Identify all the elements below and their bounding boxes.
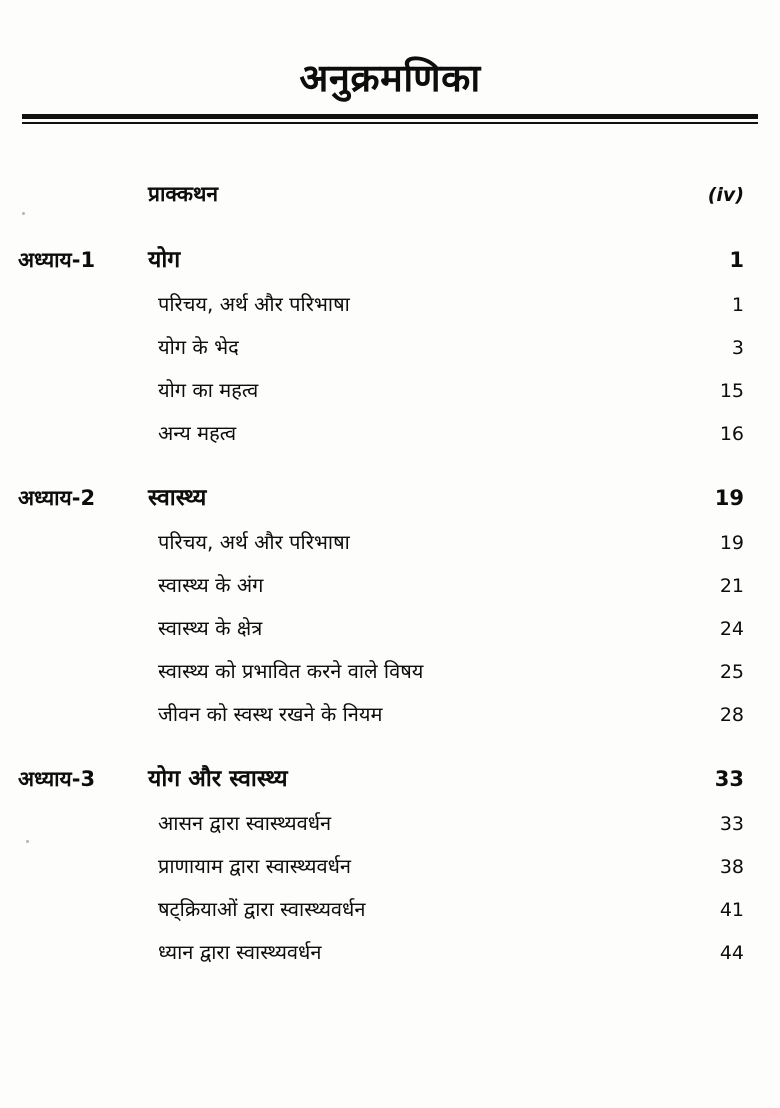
entry-page: 15 — [719, 379, 744, 402]
entry-page: 28 — [719, 703, 744, 726]
entry-page: 44 — [719, 941, 744, 964]
front-matter-page: (iv) — [707, 183, 744, 206]
chapter-page: 33 — [714, 766, 744, 791]
toc-entry-row[interactable] — [18, 376, 762, 403]
entry-title: स्वास्थ्य को प्रभावित करने वाले विषय — [158, 658, 424, 683]
entry-title: स्वास्थ्य के अंग — [158, 572, 264, 597]
toc-chapter-group — [18, 242, 762, 446]
entry-page: 3 — [731, 336, 744, 359]
divider-thin — [22, 122, 758, 124]
chapter-title: योग — [148, 246, 181, 273]
toc-chapter-row[interactable] — [18, 761, 762, 793]
toc-entry-row[interactable] — [18, 938, 762, 965]
entry-title: योग का महत्व — [158, 377, 259, 402]
toc-front-matter-row[interactable] — [18, 180, 762, 208]
entry-title: षट्क्रियाओं द्वारा स्वास्थ्यवर्धन — [158, 896, 366, 921]
toc-entry-row[interactable] — [18, 614, 762, 641]
title-divider — [22, 114, 758, 124]
chapter-page: 19 — [714, 485, 744, 510]
toc-chapter-row[interactable] — [18, 480, 762, 512]
toc-chapter-group — [18, 761, 762, 965]
entry-title: जीवन को स्वस्थ रखने के नियम — [158, 701, 383, 726]
chapter-label: अध्याय-1 — [18, 247, 96, 272]
entry-page: 24 — [719, 617, 744, 640]
chapter-page: 1 — [729, 247, 744, 272]
toc-entry-row[interactable] — [18, 852, 762, 879]
scan-speck — [22, 212, 25, 215]
toc-entry-row[interactable] — [18, 528, 762, 555]
toc-entry-row[interactable] — [18, 333, 762, 360]
toc-chapter-row[interactable] — [18, 242, 762, 274]
entry-page: 41 — [719, 898, 744, 921]
entry-page: 19 — [719, 531, 744, 554]
divider-thick — [22, 114, 758, 119]
entry-title: योग के भेद — [158, 334, 239, 359]
chapter-label: अध्याय-2 — [18, 485, 96, 510]
page-title: अनुक्रमणिका — [299, 56, 481, 100]
toc-entry-row[interactable] — [18, 809, 762, 836]
chapter-title: स्वास्थ्य — [148, 484, 207, 511]
entry-page: 38 — [719, 855, 744, 878]
toc-entry-row[interactable] — [18, 657, 762, 684]
toc-entry-row[interactable] — [18, 700, 762, 727]
toc-entry-row[interactable] — [18, 419, 762, 446]
chapter-label: अध्याय-3 — [18, 766, 96, 791]
entry-title: परिचय, अर्थ और परिभाषा — [158, 529, 350, 554]
entry-page: 1 — [731, 293, 744, 316]
scan-speck — [26, 840, 29, 843]
entry-page: 21 — [719, 574, 744, 597]
entry-page: 33 — [719, 812, 744, 835]
front-matter-title: प्राक्कथन — [148, 181, 219, 206]
entry-title: स्वास्थ्य के क्षेत्र — [158, 615, 263, 640]
toc-entry-row[interactable] — [18, 895, 762, 922]
entry-title: परिचय, अर्थ और परिभाषा — [158, 291, 350, 316]
entry-title: अन्य महत्व — [158, 420, 237, 445]
toc-chapter-group — [18, 480, 762, 727]
entry-page: 25 — [719, 660, 744, 683]
entry-title: ध्यान द्वारा स्वास्थ्यवर्धन — [158, 939, 322, 964]
toc-entry-row[interactable] — [18, 290, 762, 317]
toc-entry-row[interactable] — [18, 571, 762, 598]
entry-title: प्राणायाम द्वारा स्वास्थ्यवर्धन — [158, 853, 351, 878]
entry-title: आसन द्वारा स्वास्थ्यवर्धन — [158, 810, 332, 835]
table-of-contents — [18, 180, 762, 965]
entry-page: 16 — [719, 422, 744, 445]
chapter-title: योग और स्वास्थ्य — [148, 765, 288, 792]
